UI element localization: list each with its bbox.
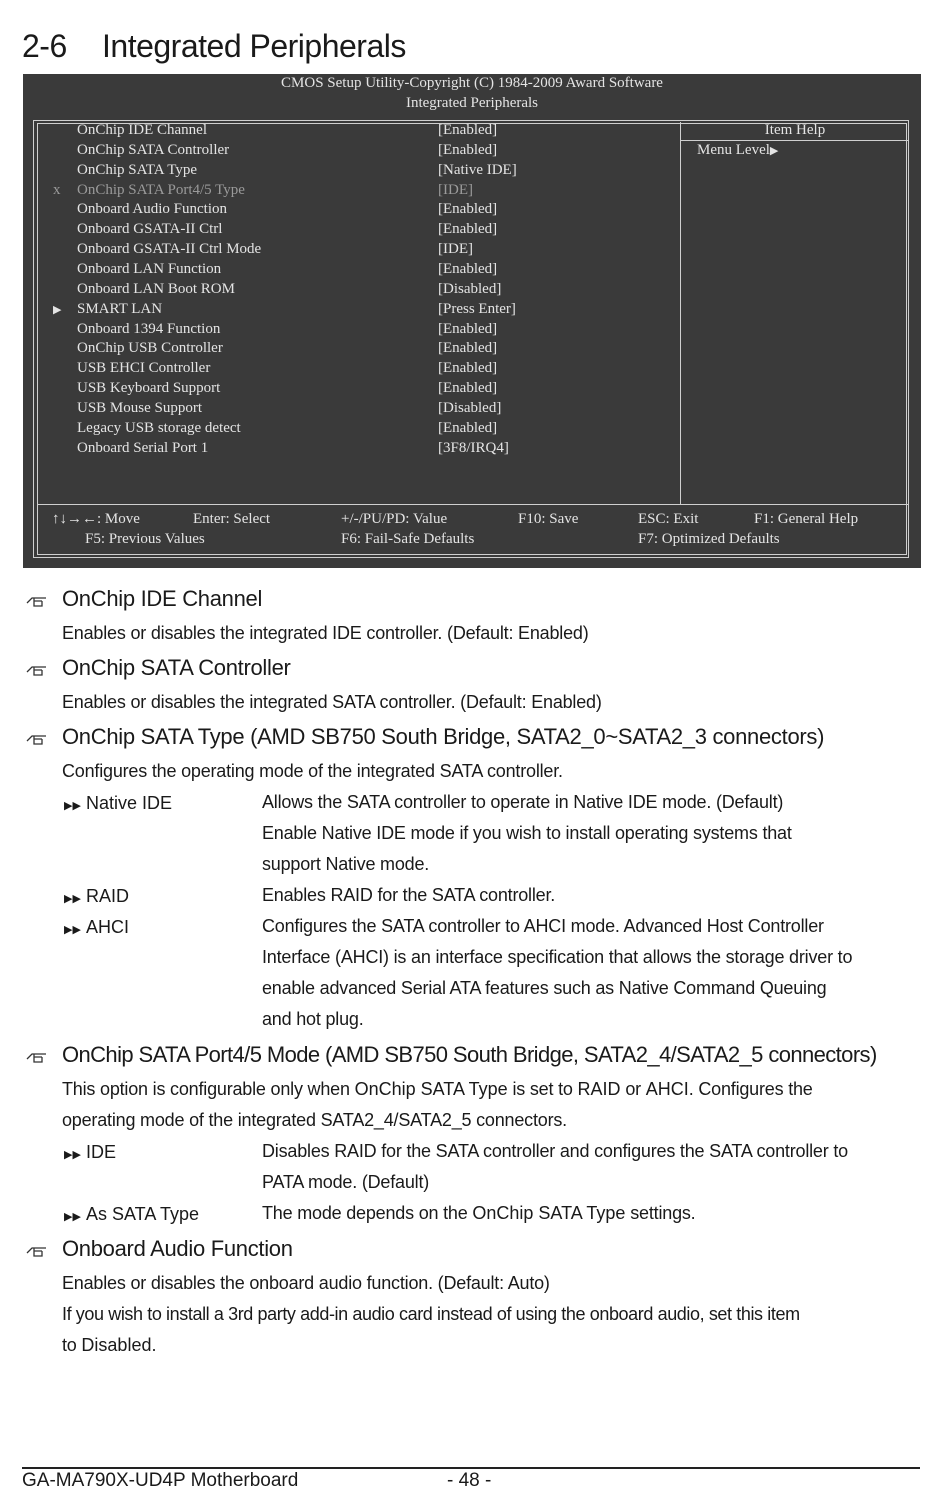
bios-menu-item[interactable] <box>23 261 673 281</box>
option-native-ide-desc-2: Enable Native IDE mode if you wish to install operating systems that <box>262 823 792 843</box>
port45-description-1: This option is configurable only when OnChip SATA Type is set to RAID or AHCI. Configures the <box>62 1079 813 1099</box>
option-ahci: ▶▶ AHCI <box>64 917 130 937</box>
double-arrow-icon: ▶▶ <box>64 892 81 905</box>
bios-item-label: USB Mouse Support <box>77 399 203 416</box>
bios-item-label: OnChip SATA Port4/5 Type <box>77 181 245 198</box>
bios-item-value[interactable]: [Enabled] <box>438 360 498 377</box>
audio-description-3: to Disabled. <box>62 1335 157 1355</box>
audio-description-2: If you wish to install a 3rd party add-in audio card instead of using the onboard audio, set this item <box>62 1304 800 1324</box>
bios-item-value[interactable]: [IDE] <box>438 241 473 258</box>
bios-item-value[interactable]: [Disabled] <box>438 280 502 297</box>
item-help-panel <box>680 122 909 504</box>
section-number: 2-6 <box>22 28 67 64</box>
bios-menu-item[interactable] <box>23 380 673 400</box>
bios-item-value[interactable]: [3F8/IRQ4] <box>438 439 509 456</box>
option-ahci-desc-1: Configures the SATA controller to AHCI mode. Advanced Host Controller <box>262 916 824 936</box>
bios-menu-item[interactable] <box>23 162 673 182</box>
key-optimized-defaults: F7: Optimized Defaults <box>638 531 780 547</box>
key-move: ↑↓→←: Move <box>52 511 140 527</box>
bios-item-label: Onboard GSATA-II Ctrl Mode <box>77 241 262 258</box>
bios-item-value[interactable]: [Enabled] <box>438 320 498 337</box>
bios-menu-item[interactable] <box>23 201 673 221</box>
bios-key-separator <box>37 504 909 505</box>
option-as-sata-type: ▶▶ As SATA Type <box>64 1204 200 1224</box>
bios-item-label: OnChip IDE Channel <box>77 122 207 138</box>
section-heading-sata-controller: OnChip SATA Controller <box>62 655 291 680</box>
key-save: F10: Save <box>518 511 579 527</box>
bios-menu-item[interactable] <box>23 420 673 440</box>
menu-level-arrow-icon: ▶ <box>769 144 779 157</box>
bios-item-label: Onboard Serial Port 1 <box>77 439 209 456</box>
bios-item-label: OnChip SATA Type <box>77 161 197 178</box>
bios-item-label: Onboard Audio Function <box>77 201 227 218</box>
section-heading-port45: OnChip SATA Port4/5 Mode (AMD SB750 South Bridge, SATA2_4/SATA2_5 connectors) <box>62 1042 877 1067</box>
key-value: +/-/PU/PD: Value <box>341 511 448 527</box>
option-ide: ▶▶ IDE <box>64 1142 117 1162</box>
bios-item-value[interactable]: [Enabled] <box>438 221 498 238</box>
double-arrow-icon: ▶▶ <box>64 1148 81 1161</box>
bios-menu-item[interactable] <box>23 122 673 142</box>
bios-item-value[interactable]: [Enabled] <box>438 260 498 277</box>
ide-description: Enables or disables the integrated IDE controller. (Default: Enabled) <box>62 623 589 643</box>
bios-copyright: CMOS Setup Utility-Copyright (C) 1984-2009 Award Software <box>281 75 663 91</box>
bios-menu-item[interactable] <box>23 241 673 261</box>
bios-menu-item[interactable] <box>23 400 673 420</box>
option-ahci-desc-2: Interface (AHCI) is an interface specification that allows the storage driver to <box>262 947 853 967</box>
bios-item-value[interactable]: [IDE] <box>438 181 473 198</box>
bios-item-value[interactable]: [Enabled] <box>438 141 498 158</box>
option-as-sata-type-desc: The mode depends on the OnChip SATA Type settings. <box>262 1203 696 1223</box>
bios-item-value[interactable]: [Enabled] <box>438 419 498 436</box>
option-native-ide: ▶▶ Native IDE <box>64 793 173 813</box>
bios-item-value[interactable]: [Enabled] <box>438 122 498 138</box>
pointing-hand-icon <box>26 1244 48 1258</box>
bios-item-label: Onboard 1394 Function <box>77 320 221 337</box>
item-help-text: Menu Level▶ <box>697 142 779 158</box>
option-native-ide-desc-3: support Native mode. <box>262 854 430 874</box>
bios-menu-item[interactable] <box>23 182 673 202</box>
audio-description-1: Enables or disables the onboard audio function. (Default: Auto) <box>62 1273 550 1293</box>
bios-screenshot <box>23 74 921 568</box>
bios-menu-item[interactable] <box>23 340 673 360</box>
bios-item-label: SMART LAN <box>77 300 163 317</box>
sata-type-description: Configures the operating mode of the integrated SATA controller. <box>62 761 563 781</box>
key-fail-safe-defaults: F6: Fail-Safe Defaults <box>341 531 475 547</box>
page-number: - 48 - <box>447 1470 492 1491</box>
double-arrow-icon: ▶▶ <box>64 799 81 812</box>
bios-item-value[interactable]: [Native IDE] <box>438 161 517 178</box>
pointing-hand-icon <box>26 663 48 677</box>
pointing-hand-icon <box>26 594 48 608</box>
key-select: Enter: Select <box>193 511 271 527</box>
bios-item-label: USB EHCI Controller <box>77 360 211 377</box>
bios-menu-item[interactable] <box>23 281 673 301</box>
section-heading-audio: Onboard Audio Function <box>62 1236 293 1261</box>
bios-menu-item[interactable] <box>23 321 673 341</box>
bios-item-label: Onboard GSATA-II Ctrl <box>77 221 223 238</box>
option-raid: ▶▶ RAID <box>64 886 130 906</box>
bios-item-value[interactable]: [Disabled] <box>438 399 502 416</box>
bios-menu-item[interactable] <box>23 301 673 321</box>
pointing-hand-icon <box>26 1050 48 1064</box>
bios-item-value[interactable]: [Enabled] <box>438 201 498 218</box>
key-previous-values: F5: Previous Values <box>85 531 205 547</box>
option-raid-desc: Enables RAID for the SATA controller. <box>262 885 556 905</box>
bios-item-label: Onboard LAN Boot ROM <box>77 280 235 297</box>
footer-model: GA-MA790X-UD4P Motherboard <box>22 1470 299 1491</box>
double-arrow-icon: ▶▶ <box>64 923 81 936</box>
submenu-arrow-icon: ▶ <box>53 302 62 316</box>
footer-rule <box>22 1467 920 1469</box>
section-title: Integrated Peripherals <box>102 28 406 64</box>
bios-item-value[interactable]: [Press Enter] <box>438 300 516 317</box>
bios-menu-item[interactable] <box>23 142 673 162</box>
pointing-hand-icon <box>26 732 48 746</box>
option-ahci-desc-3: enable advanced Serial ATA features such as Native Command Queuing <box>262 978 827 998</box>
section-heading-ide: OnChip IDE Channel <box>62 586 263 611</box>
bios-menu-item[interactable] <box>23 440 673 460</box>
section-heading-sata-type: OnChip SATA Type (AMD SB750 South Bridge, SATA2_0~SATA2_3 connectors) <box>62 724 825 749</box>
key-exit: ESC: Exit <box>638 511 699 527</box>
port45-description-2: operating mode of the integrated SATA2_4/SATA2_5 connectors. <box>62 1110 567 1130</box>
bios-item-label: OnChip USB Controller <box>77 340 223 357</box>
bios-item-label: Legacy USB storage detect <box>77 419 241 436</box>
unavailable-mark: x <box>53 181 61 198</box>
bios-item-label: OnChip SATA Controller <box>77 141 230 158</box>
bios-menu-item[interactable] <box>23 221 673 241</box>
option-ide-desc-2: PATA mode. (Default) <box>262 1172 430 1192</box>
bios-menu-item[interactable] <box>23 360 673 380</box>
sata-controller-description: Enables or disables the integrated SATA controller. (Default: Enabled) <box>62 692 602 712</box>
bios-item-label: USB Keyboard Support <box>77 380 221 397</box>
option-ahci-desc-4: and hot plug. <box>262 1009 364 1029</box>
bios-item-value[interactable]: [Enabled] <box>438 340 498 357</box>
item-help-title: Item Help <box>764 122 826 138</box>
bios-item-value[interactable]: [Enabled] <box>438 380 498 397</box>
bios-item-label: Onboard LAN Function <box>77 260 222 277</box>
page-title <box>22 28 406 65</box>
double-arrow-icon: ▶▶ <box>64 1210 81 1223</box>
bios-screen-title: Integrated Peripherals <box>405 95 539 111</box>
key-general-help: F1: General Help <box>754 511 859 527</box>
option-ide-desc-1: Disables RAID for the SATA controller and configures the SATA controller to <box>262 1141 848 1161</box>
option-native-ide-desc-1: Allows the SATA controller to operate in Native IDE mode. (Default) <box>262 792 784 812</box>
